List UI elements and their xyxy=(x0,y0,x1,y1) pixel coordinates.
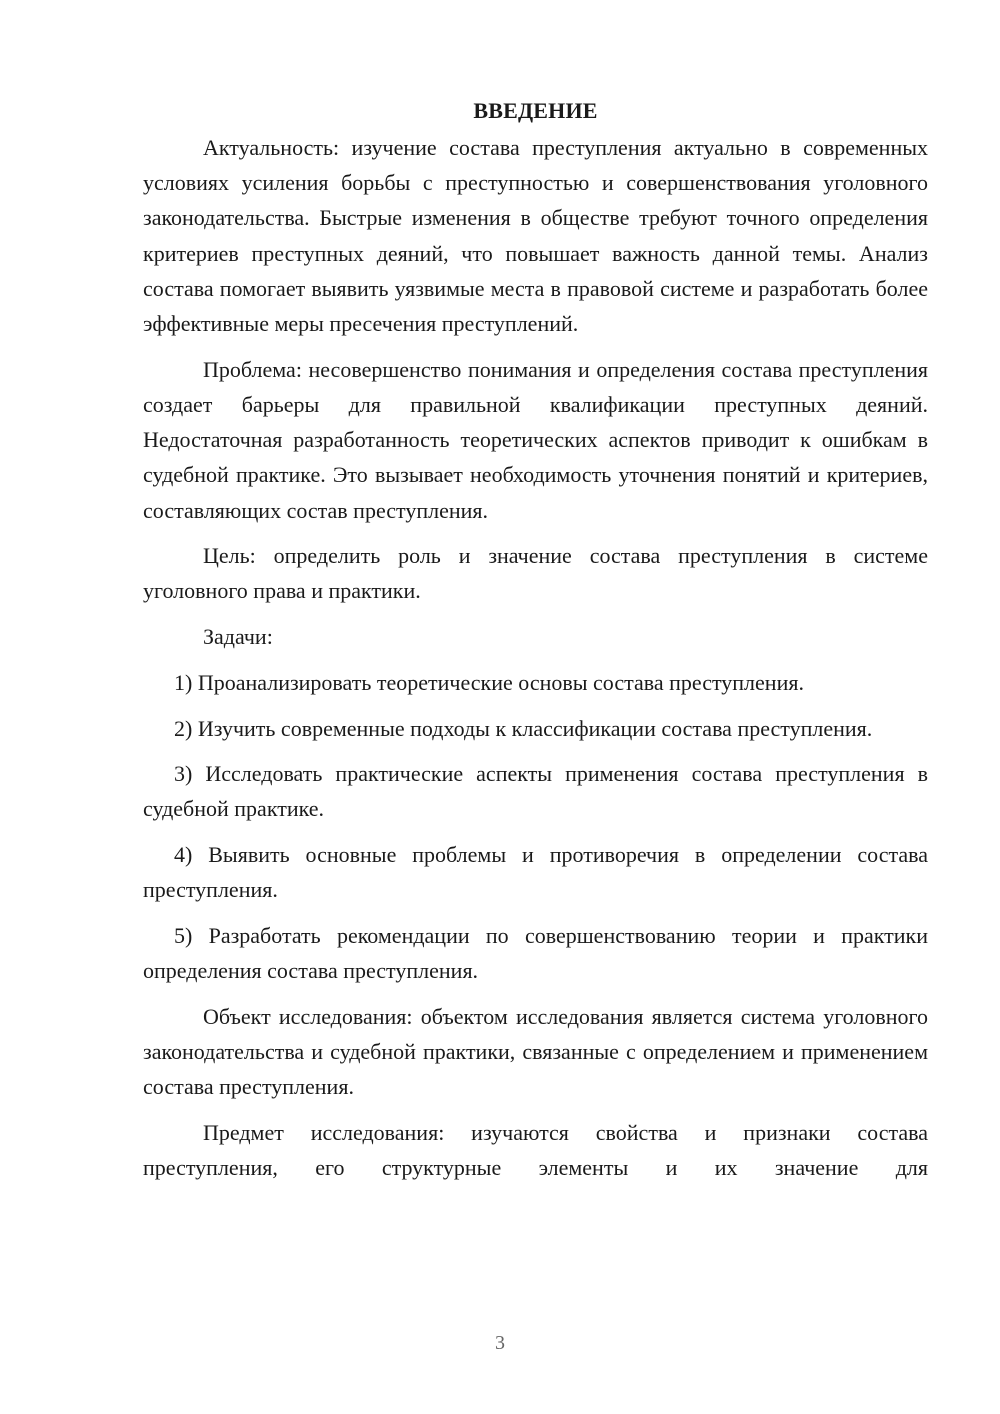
task-item-4: 4) Выявить основные проблемы и противоречия в определении состава преступления. xyxy=(143,842,928,903)
task-item-5: 5) Разработать рекомендации по совершенствованию теории и практики определения состава преступления. xyxy=(143,923,928,984)
paragraph-problem: Проблема: несовершенство понимания и определения состава преступления создает барьеры для правильной квалификации преступных деяний. Недостаточная разработанность теоретических аспектов приводит к ошибкам в судебной практике. Это вызывает необходимость уточнения понятий и критериев, составляющих состав преступления. xyxy=(143,356,928,523)
page-number: 3 xyxy=(495,1332,505,1354)
paragraph-relevance: Актуальность: изучение состава преступления актуально в современных условиях усиления борьбы с преступностью и совершенствования уголовного законодательства. Быстрые изменения в обществе требуют точного определения критериев преступных деяний, что повышает важность данной темы. Анализ состава помогает выявить уязвимые места в правовой системе и разработать более эффективные меры пресечения преступлений. xyxy=(143,135,928,337)
paragraph-subject: Предмет исследования: изучаются свойства и признаки состава преступления, его структурные элементы и их значение для xyxy=(143,1120,928,1181)
paragraph-goal: Цель: определить роль и значение состава преступления в системе уголовного права и практики. xyxy=(143,543,928,604)
paragraph-tasks-label: Задачи: xyxy=(203,624,273,650)
task-item-2: 2) Изучить современные подходы к классификации состава преступления. xyxy=(174,715,873,741)
page-heading: ВВЕДЕНИЕ xyxy=(473,98,598,123)
task-item-3: 3) Исследовать практические аспекты применения состава преступления в судебной практике. xyxy=(143,761,928,822)
paragraph-object: Объект исследования: объектом исследования является система уголовного законодательства и судебной практики, связанные с определением и применением состава преступления. xyxy=(143,1003,928,1100)
page-content xyxy=(143,96,928,1185)
task-item-1: 1) Проанализировать теоретические основы состава преступления. xyxy=(174,669,804,695)
